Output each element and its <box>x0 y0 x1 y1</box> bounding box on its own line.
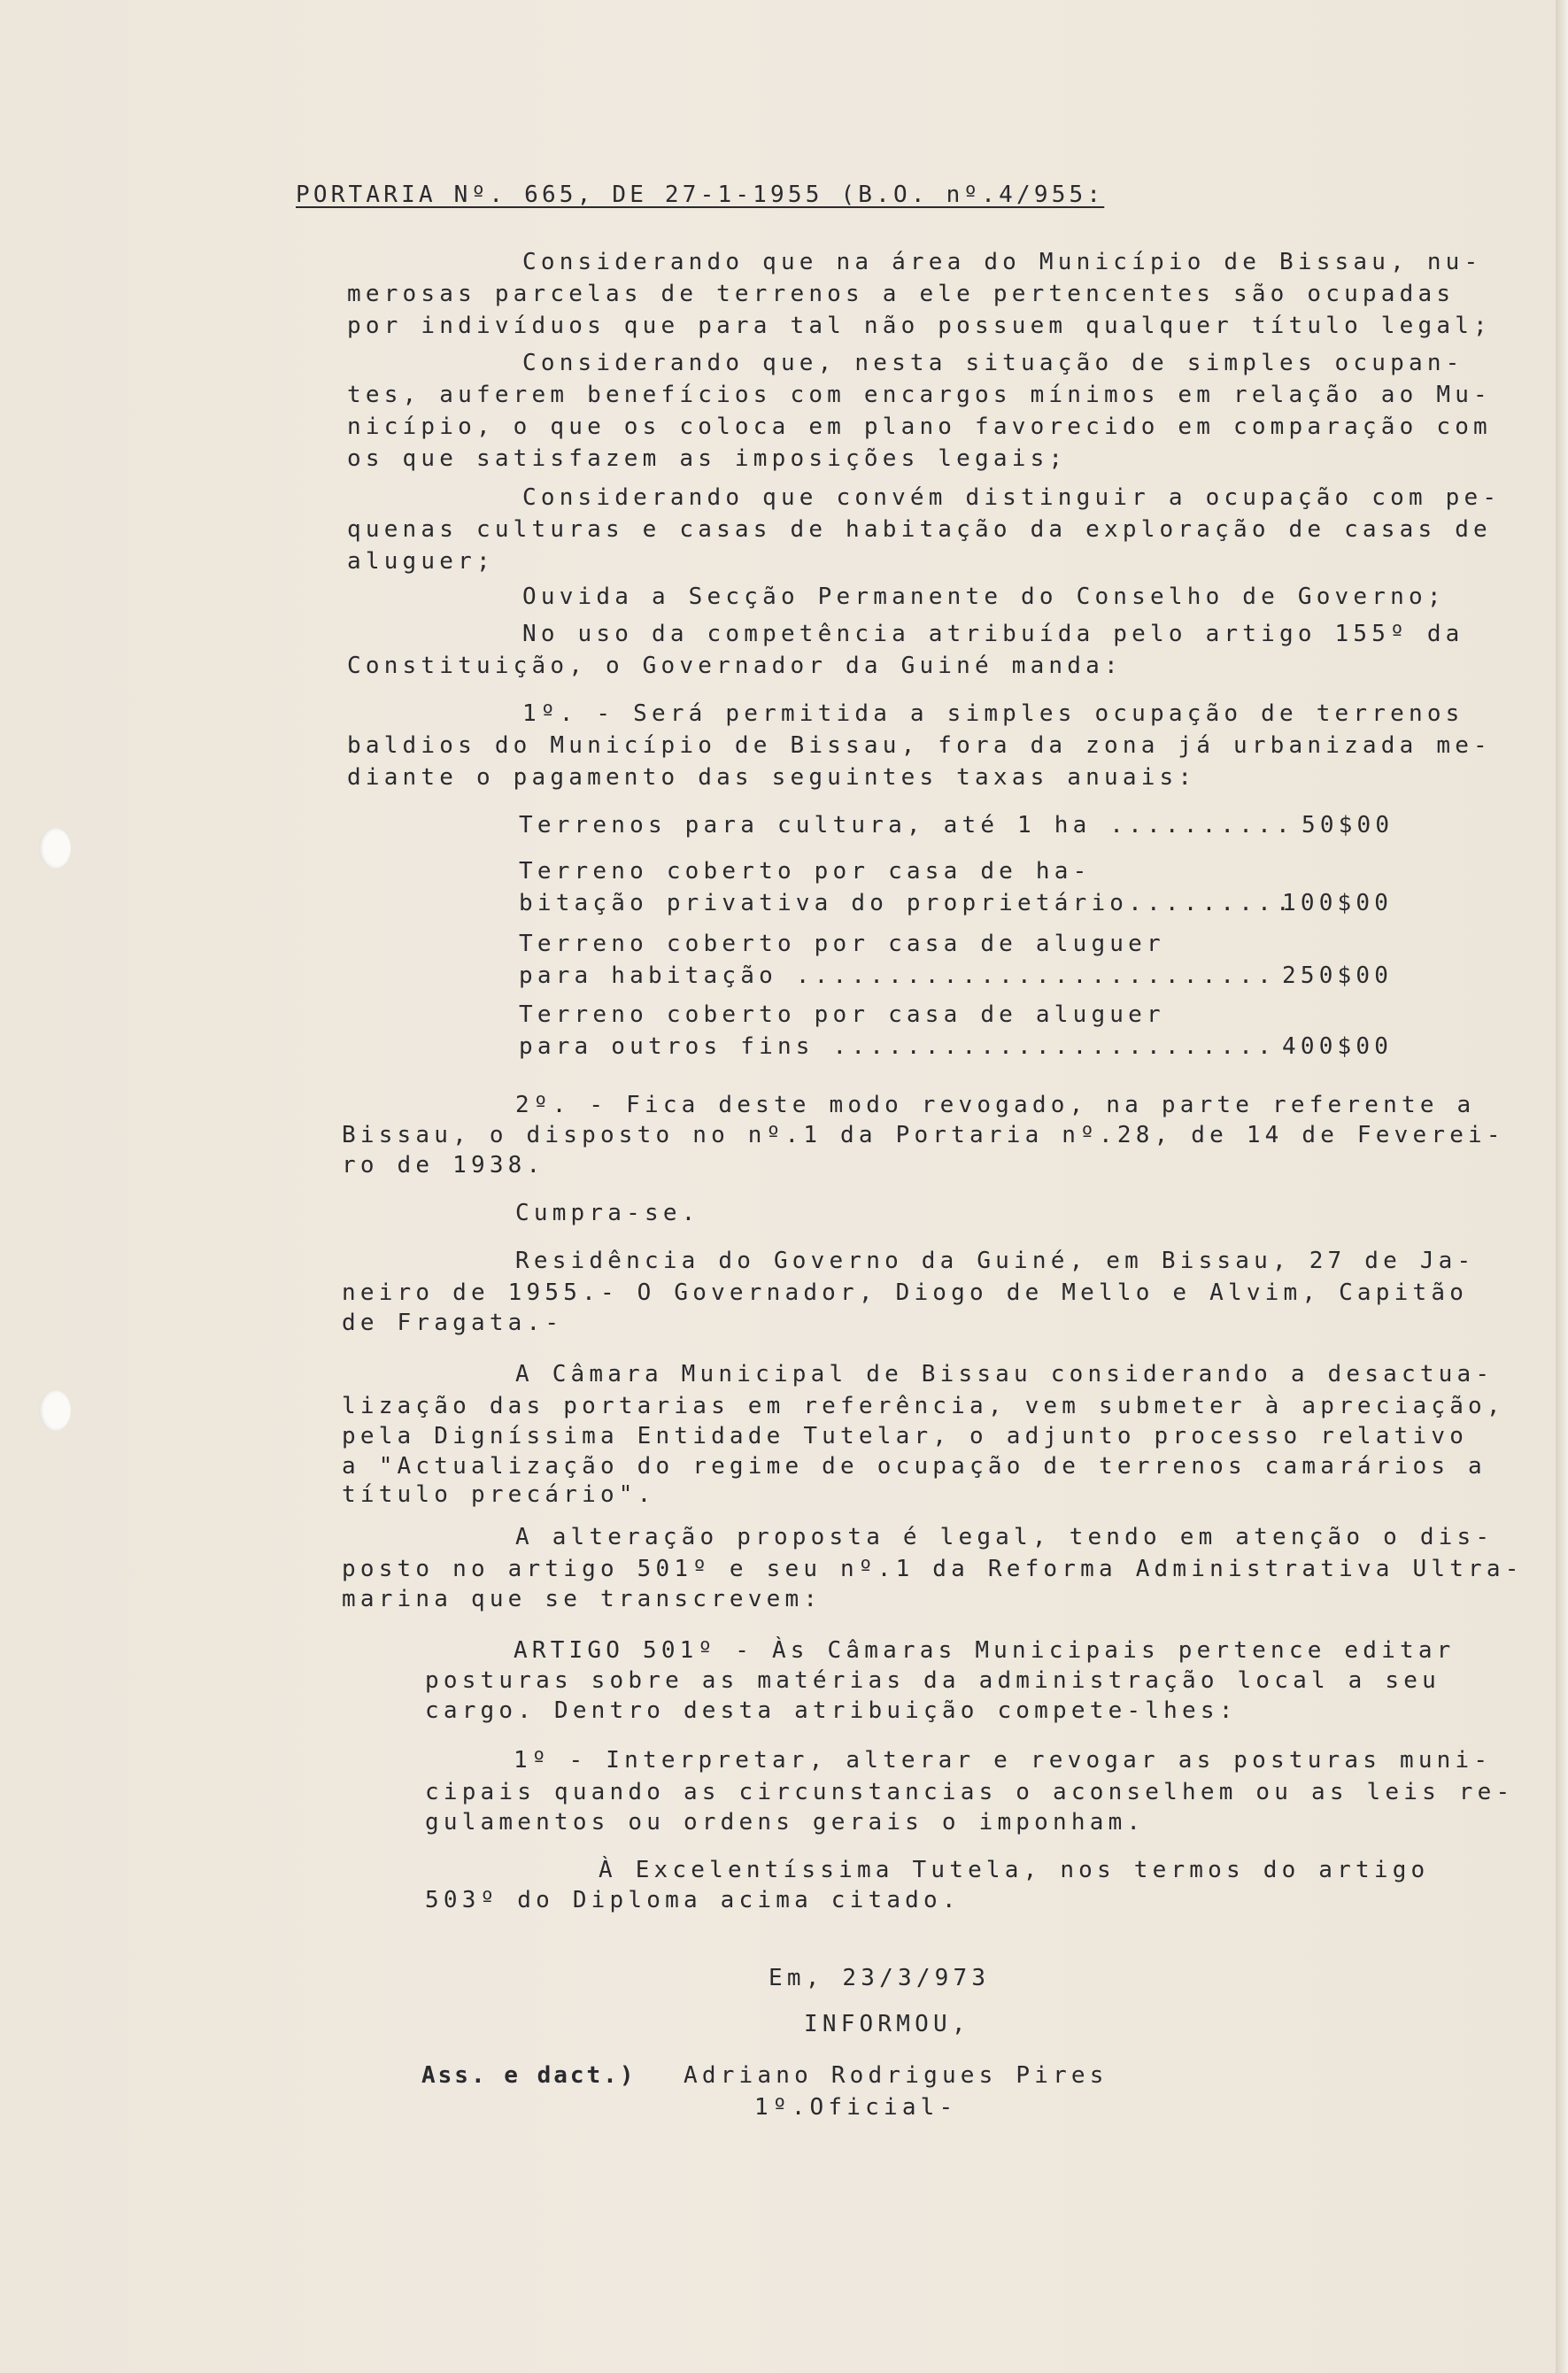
camara-line: a "Actualização do regime de ocupação de terrenos camarários a <box>342 1453 1487 1480</box>
alteracao-line: marina que se transcrevem: <box>342 1586 823 1612</box>
preamble-line: merosas parcelas de terrenos a ele pertencentes são ocupadas <box>347 281 1456 307</box>
residence-line: Residência do Governo da Guiné, em Bissau, 27 de Ja- <box>515 1248 1476 1274</box>
signoff-date: Em, 23/3/973 <box>769 1965 991 1991</box>
article2-line: 2º. - Fica deste modo revogado, na parte referente a <box>515 1092 1476 1118</box>
signoff-name: Adriano Rodrigues Pires <box>684 2062 1108 2089</box>
preamble-line: No uso da competência atribuída pelo artigo 155º da <box>522 621 1464 647</box>
fee-description: para habitação .......................... <box>519 962 1276 989</box>
item1-line: cipais quando as circunstancias o aconselhem ou as leis re- <box>425 1779 1515 1805</box>
residence-line: neiro de 1955.- O Governador, Diogo de Mello e Alvim, Capitão <box>342 1279 1469 1306</box>
camara-line: pela Digníssima Entidade Tutelar, o adjunto processo relativo <box>342 1423 1469 1449</box>
artigo-line: cargo. Dentro desta atribuição compete-lhes: <box>425 1697 1238 1724</box>
fee-amount: 100$00 <box>1282 890 1394 916</box>
camara-line: A Câmara Municipal de Bissau considerando a desactua- <box>515 1361 1495 1387</box>
item1-line: 1º - Interpretar, alterar e revogar as posturas muni- <box>514 1747 1493 1774</box>
preamble-line: por indivíduos que para tal não possuem qualquer título legal; <box>347 313 1492 339</box>
preamble-line: Ouvida a Secção Permanente do Conselho de Governo; <box>522 584 1446 610</box>
fee-description: Terreno coberto por casa de aluguer <box>519 931 1165 957</box>
fee-description: Terreno coberto por casa de ha- <box>519 858 1092 885</box>
fee-description: Terreno coberto por casa de aluguer <box>519 1001 1165 1028</box>
artigo-line: ARTIGO 501º - Às Câmaras Municipais pertence editar <box>514 1637 1456 1664</box>
article1-line: 1º. - Será permitida a simples ocupação de terrenos <box>522 700 1464 727</box>
preamble-line: aluguer; <box>347 548 495 575</box>
tutela-line: À Excelentíssima Tutela, nos termos do artigo <box>599 1857 1430 1883</box>
fee-description: Terrenos para cultura, até 1 ha .......... <box>519 812 1294 839</box>
signoff-ass-prefix: Ass. e dact.) <box>421 2062 637 2089</box>
signoff-title: 1º.Oficial- <box>754 2094 958 2121</box>
signoff-informou: INFORMOU, <box>804 2011 970 2037</box>
camara-line: lização das portarias em referência, vem submeter à apreciação, <box>342 1393 1505 1419</box>
preamble-line: os que satisfazem as imposições legais; <box>347 445 1068 472</box>
preamble-line: Considerando que na área do Município de Bissau, nu- <box>522 249 1483 275</box>
camara-line: título precário". <box>342 1481 656 1508</box>
article2-line: ro de 1938. <box>342 1152 545 1179</box>
tutela-line: 503º do Diploma acima citado. <box>425 1887 961 1913</box>
fee-amount: 50$00 <box>1302 812 1394 839</box>
punch-hole-bottom <box>39 1390 71 1431</box>
alteracao-line: A alteração proposta é legal, tendo em atenção o dis- <box>515 1524 1495 1550</box>
preamble-line: nicípio, o que os coloca em plano favorecido em comparação com <box>347 414 1492 440</box>
article2-line: Bissau, o disposto no nº.1 da Portaria nº.28, de 14 de Feverei- <box>342 1122 1505 1148</box>
fee-amount: 400$00 <box>1282 1033 1394 1060</box>
fee-description: bitação privativa do proprietário......... <box>519 890 1294 916</box>
preamble-line: tes, auferem benefícios com encargos mínimos em relação ao Mu- <box>347 382 1492 408</box>
residence-line: de Fragata.- <box>342 1310 564 1336</box>
fee-description: para outros fins ........................ <box>519 1033 1276 1060</box>
preamble-line: Constituição, o Governador da Guiné manda: <box>347 653 1123 679</box>
punch-hole-top <box>39 828 71 869</box>
article1-line: baldios do Município de Bissau, fora da zona já urbanizada me- <box>347 732 1492 759</box>
artigo-line: posturas sobre as matérias da administração local a seu <box>425 1667 1441 1694</box>
preamble-line: Considerando que convém distinguir a ocupação com pe- <box>522 484 1502 511</box>
article1-line: diante o pagamento das seguintes taxas anuais: <box>347 764 1197 791</box>
item1-line: gulamentos ou ordens gerais o imponham. <box>425 1809 1146 1836</box>
preamble-line: Considerando que, nesta situação de simples ocupan- <box>522 350 1464 376</box>
alteracao-line: posto no artigo 501º e seu nº.1 da Reforma Administrativa Ultra- <box>342 1556 1524 1582</box>
preamble-line: quenas culturas e casas de habitação da exploração de casas de <box>347 516 1492 543</box>
portaria-heading: PORTARIA Nº. 665, DE 27-1-1955 (B.O. nº.4/955: <box>296 182 1105 208</box>
cumpra-se: Cumpra-se. <box>515 1200 700 1226</box>
page-edge <box>1556 0 1568 2373</box>
fee-amount: 250$00 <box>1282 962 1394 989</box>
